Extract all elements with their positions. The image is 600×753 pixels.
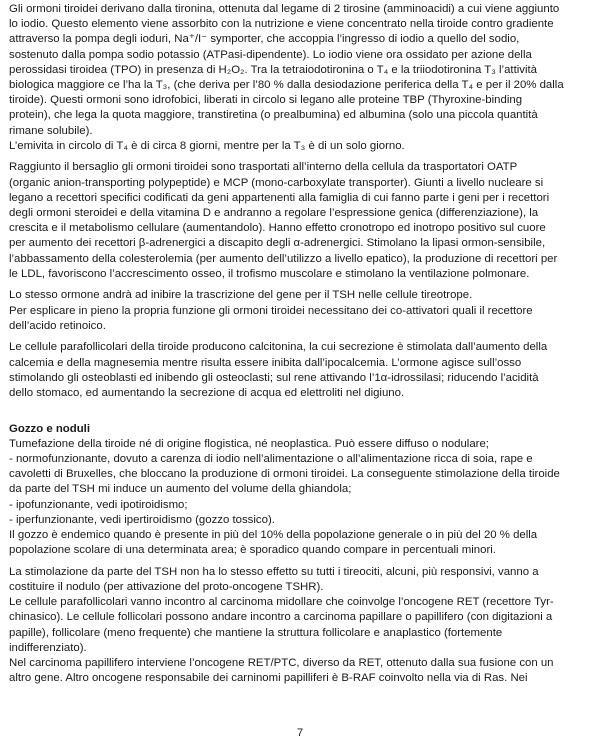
page-number: 7 [296,727,304,739]
text-line: Per esplicare in pieno la propria funzione gli ormoni tiroidei necessitano dei co-attivatori quali il recettore [9,304,533,317]
text-line: (organic anion-transporting polypeptide) e MCP (mono-carboxylate transporter). Giunti a livello nucleare si [9,176,544,189]
text-line: rimane solubile). [9,124,93,137]
text-line: popolazione scolare di una determinata area; è sporadico quando compare in percentuali minori. [9,544,496,557]
paragraph-nodules [9,565,593,687]
text-line: perossidasi tiroidea (TPO) in presenza di H₂O₂. Tra la tetraiodotironina o T₄ e la triiodotironina T₃ l’attività [9,63,537,76]
paragraph-hormone-action [9,160,593,282]
text-line: tiroide). Questi ormoni sono idrofobici, liberati in circolo si legano alle proteine TBP (Thyroxine-binding [9,94,523,107]
text-line: lo iodio. Questo elemento viene assorbito con la nutrizione e viene concentrato nella tiroide contro gradiente [9,18,554,31]
text-line: degli ormoni steroidei e della vitamina D e andranno a regolare l’espressione genica (differenziazione), la [9,207,539,220]
text-line: Le cellule parafollicolari della tiroide producono calcitonina, la cui secrezione è stimolata dall’aumento della [9,341,548,354]
text-line: sostenuto dalla pompa sodio potassio (ATPasi-dipendente). Lo iodio viene ora ossidato per azione della [9,48,532,61]
section-heading: Gozzo e noduli [9,422,90,435]
text-line: Le cellule parafollicolari vanno incontro al carcinoma midollare che coinvolge l’oncogene RET (recettore Tyr- [9,596,554,609]
text-line: crescita e il metabolismo cellulare (aumentandolo). Hanno effetto cronotropo ed inotropo positivo sul cuore [9,222,546,235]
text-line: cavoletti di Bruxelles, che bloccano la produzione di ormoni tiroidei. La conseguente stimolazione della tiroide [9,468,560,481]
text-line: - iperfunzionante, vedi ipertiroidismo (gozzo tossico). [9,513,275,526]
text-line: altro gene. Altro oncogene responsabile dei carninomi papilliferi è B-RAF coinvolto nella via di Ras. Nei [9,672,528,685]
text-line: Gli ormoni tiroidei derivano dalla tironina, ottenuta dal legame di 2 tirosine (amminoacidi) a cui viene aggiunto [9,3,560,15]
text-line: Raggiunto il bersaglio gli ormoni tiroidei sono trasportati all’interno della cellula da trasportatori OATP [9,161,518,174]
text-line: protein), che lega la quota maggiore, transtiretina (o prealbumina) ed albumina (solo una piccola quantità [9,109,538,122]
text-line: dello stomaco, ed aumentando la secrezione di acqua ed elettroliti nel digiuno. [9,387,405,400]
text-line: papille), follicolare (meno frequente) che mantiene la struttura follicolare e anaplastico (fortemente [9,626,503,639]
text-line: Lo stesso ormone andrà ad inibire la trascrizione del gene per il TSH nelle cellule tireotrope. [9,289,473,302]
text-line: Tumefazione della tiroide né di origine flogistica, né neoplastica. Può essere diffuso o nodulare; [9,437,489,450]
paragraph-thyroid-hormones [9,2,593,154]
paragraph-calcitonin [9,340,593,401]
text-line: costituire il nodulo (per attivazione del proto-oncogene TSHR). [9,581,324,594]
text-line: attraverso la pompa degli ioduri, Na⁺/I⁻ symporter, che accoppia l’ingresso di iodio a quello del sodio, [9,33,520,46]
text-line: La stimolazione da parte del TSH non ha lo stesso effetto su tutti i tireociti, alcuni, più responsivi, vanno a [9,565,539,578]
text-line: Nel carcinoma papillifero interviene l’oncogene RET/PTC, diverso da RET, ottenuto dalla sua fusione con un [9,657,554,670]
text-line: legano a recettori specifici codificati da geni appartenenti alla famiglia di cui fanno parte i geni per i recettori [9,191,550,204]
text-line: L’emivita in circolo di T₄ è di circa 8 giorni, mentre per la T₃ è di un solo giorno. [9,139,405,152]
text-line: per aumento dei recettori β-adrenergici a discapito degli α-adrenergici. Stimolano la lipasi ormon-sensibile, [9,237,546,250]
text-line: l’abbassamento della colesterolemia (per aumento dell’utilizzo a livello epatico), la produzione di recettori per [9,252,558,265]
text-line: calcemia e della magnesemia mentre risulta essere inibita dall’ipocalcemia. L’ormone agisce sull’osso [9,356,522,369]
text-line: stimolando gli osteoblasti ed inibendo gli osteoclasti; sul rene attivando l’1α-idrossilasi; riducendo l’acidità [9,371,539,384]
text-line: da parte del TSH mi induce un aumento del volume della ghiandola; [9,483,352,496]
text-line: le LDL, favoriscono l’accrescimento osseo, il trofismo muscolare e stimolano la ventilazione polmonare. [9,267,530,280]
text-line: - normofunzionante, dovuto a carenza di iodio nell’alimentazione o all’alimentazione ricca di soia, rape e [9,453,533,466]
text-line: indifferenziato). [9,641,87,654]
paragraph-goiter [9,422,593,559]
text-line: - ipofunzionante, vedi ipotiroidismo; [9,498,188,511]
text-line: Il gozzo è endemico quando è presente in più del 10% della popolazione generale o in più del 20 % della [9,529,538,542]
text-line: chinasico). Le cellule follicolari possono andare incontro a carcinoma papillare o papillifero (con digitazioni a [9,611,553,624]
text-line: dell’acido retinoico. [9,319,106,332]
paragraph-tsh-inhibition [9,288,593,334]
document-page [9,2,593,686]
text-line: biologica maggiore ce l’ha la T₃, (che deriva per l’80 % dalla desiodazione periferica della T₄ e per il 20% dalla [9,79,564,92]
section-spacer [9,408,593,422]
